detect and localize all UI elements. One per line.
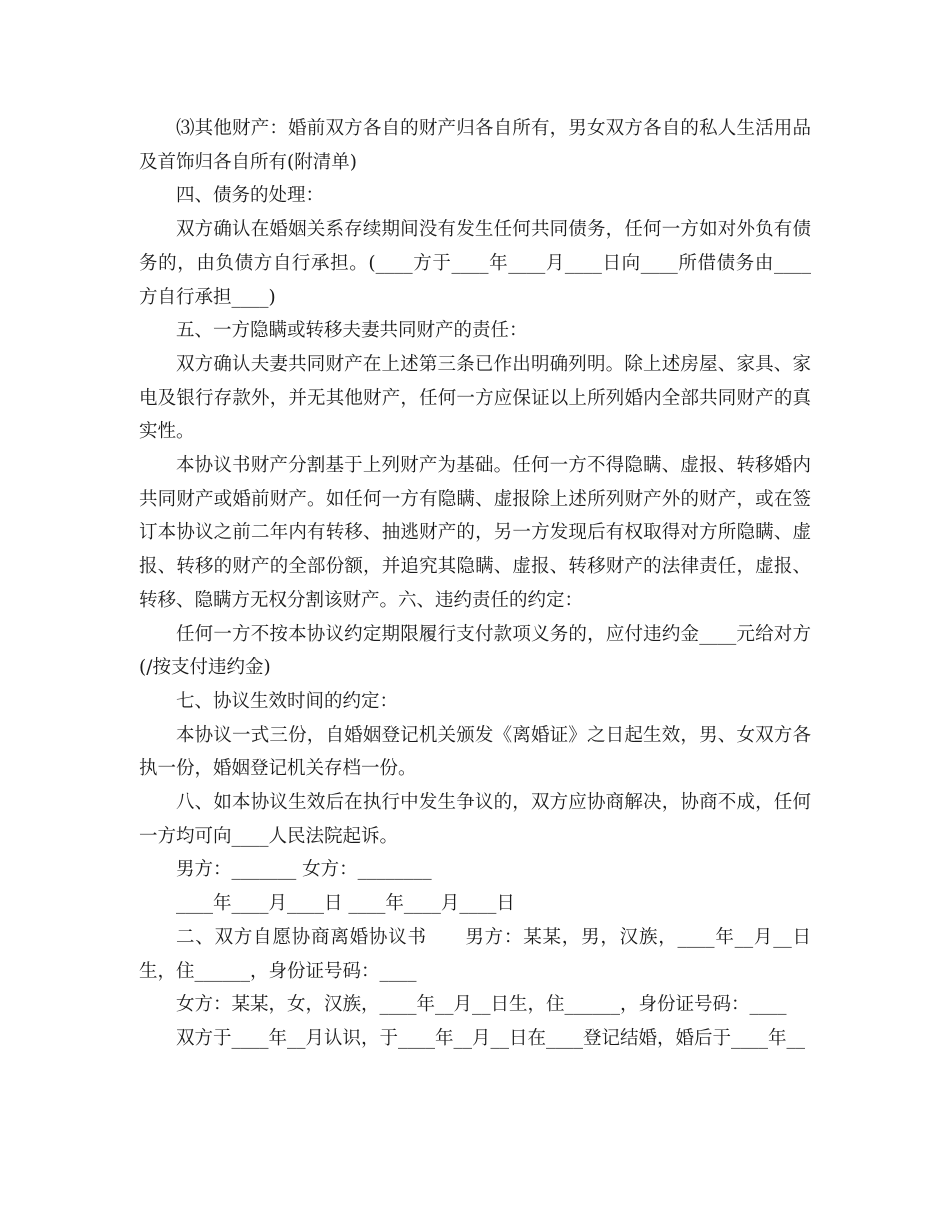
date-line: ____年____月____日 ____年____月____日	[176, 893, 515, 915]
paragraph-debt: 双方确认在婚姻关系存续期间没有发生任何共同债务，任何一方如对外负有债务的，由负债方自行承担。(____方于____年____月____日向____所借债务由____方自行承担____)	[139, 219, 811, 308]
paragraph-dispute: 八、如本协议生效后在执行中发生争议的，双方应协商解决，协商不成，任何一方均可向____人民法院起诉。	[139, 792, 811, 847]
paragraph-effective: 本协议一式三份，自婚姻登记机关颁发《离婚证》之日起生效，男、女双方各执一份，婚姻登记机关存档一份。	[139, 724, 811, 780]
section-heading-effective: 七、协议生效时间的约定：	[176, 690, 399, 712]
paragraph-female-party: 女方：某某，女，汉族，____年__月__日生，住______，身份证号码：____	[176, 994, 787, 1016]
signature-line: 男方：_______ 女方：________	[176, 859, 432, 881]
section-heading-debt: 四、债务的处理：	[176, 185, 325, 207]
paragraph-property-division: 本协议书财产分割基于上列财产为基础。任何一方不得隐瞒、虚报、转移婚内共同财产或婚前财产。如任何一方有隐瞒、虚报除上述所列财产外的财产，或在签订本协议之前二年内有转移、抽逃财产的，另一方发现后有权取得对方所隐瞒、虚报、转移的财产的全部份额，并追究其隐瞒、虚报、转移财产的法律责任，虚报、转移、隐瞒方无权分割该财产。六、违约责任的约定：	[139, 455, 811, 611]
document-body	[139, 112, 811, 1056]
section-heading-concealment: 五、一方隐瞒或转移夫妻共同财产的责任：	[176, 320, 528, 342]
paragraph-other-property: ⑶其他财产：婚前双方各自的财产归各自所有，男女双方各自的私人生活用品及首饰归各自所有(附清单)	[139, 118, 811, 173]
paragraph-marriage-dates: 双方于____年__月认识，于____年__月__日在____登记结婚，婚后于____年__	[176, 1027, 806, 1049]
paragraph-joint-property: 双方确认夫妻共同财产在上述第三条已作出明确列明。除上述房屋、家具、家电及银行存款外，并无其他财产，任何一方应保证以上所列婚内全部共同财产的真实性。	[139, 353, 811, 443]
paragraph-penalty: 任何一方不按本协议约定期限履行支付款项义务的，应付违约金____元给对方(/按支付违约金)	[139, 623, 811, 679]
paragraph-second-agreement-male: 二、双方自愿协商离婚协议书 男方：某某，男，汉族，____年__月__日生，住______，身份证号码：____	[139, 926, 811, 982]
